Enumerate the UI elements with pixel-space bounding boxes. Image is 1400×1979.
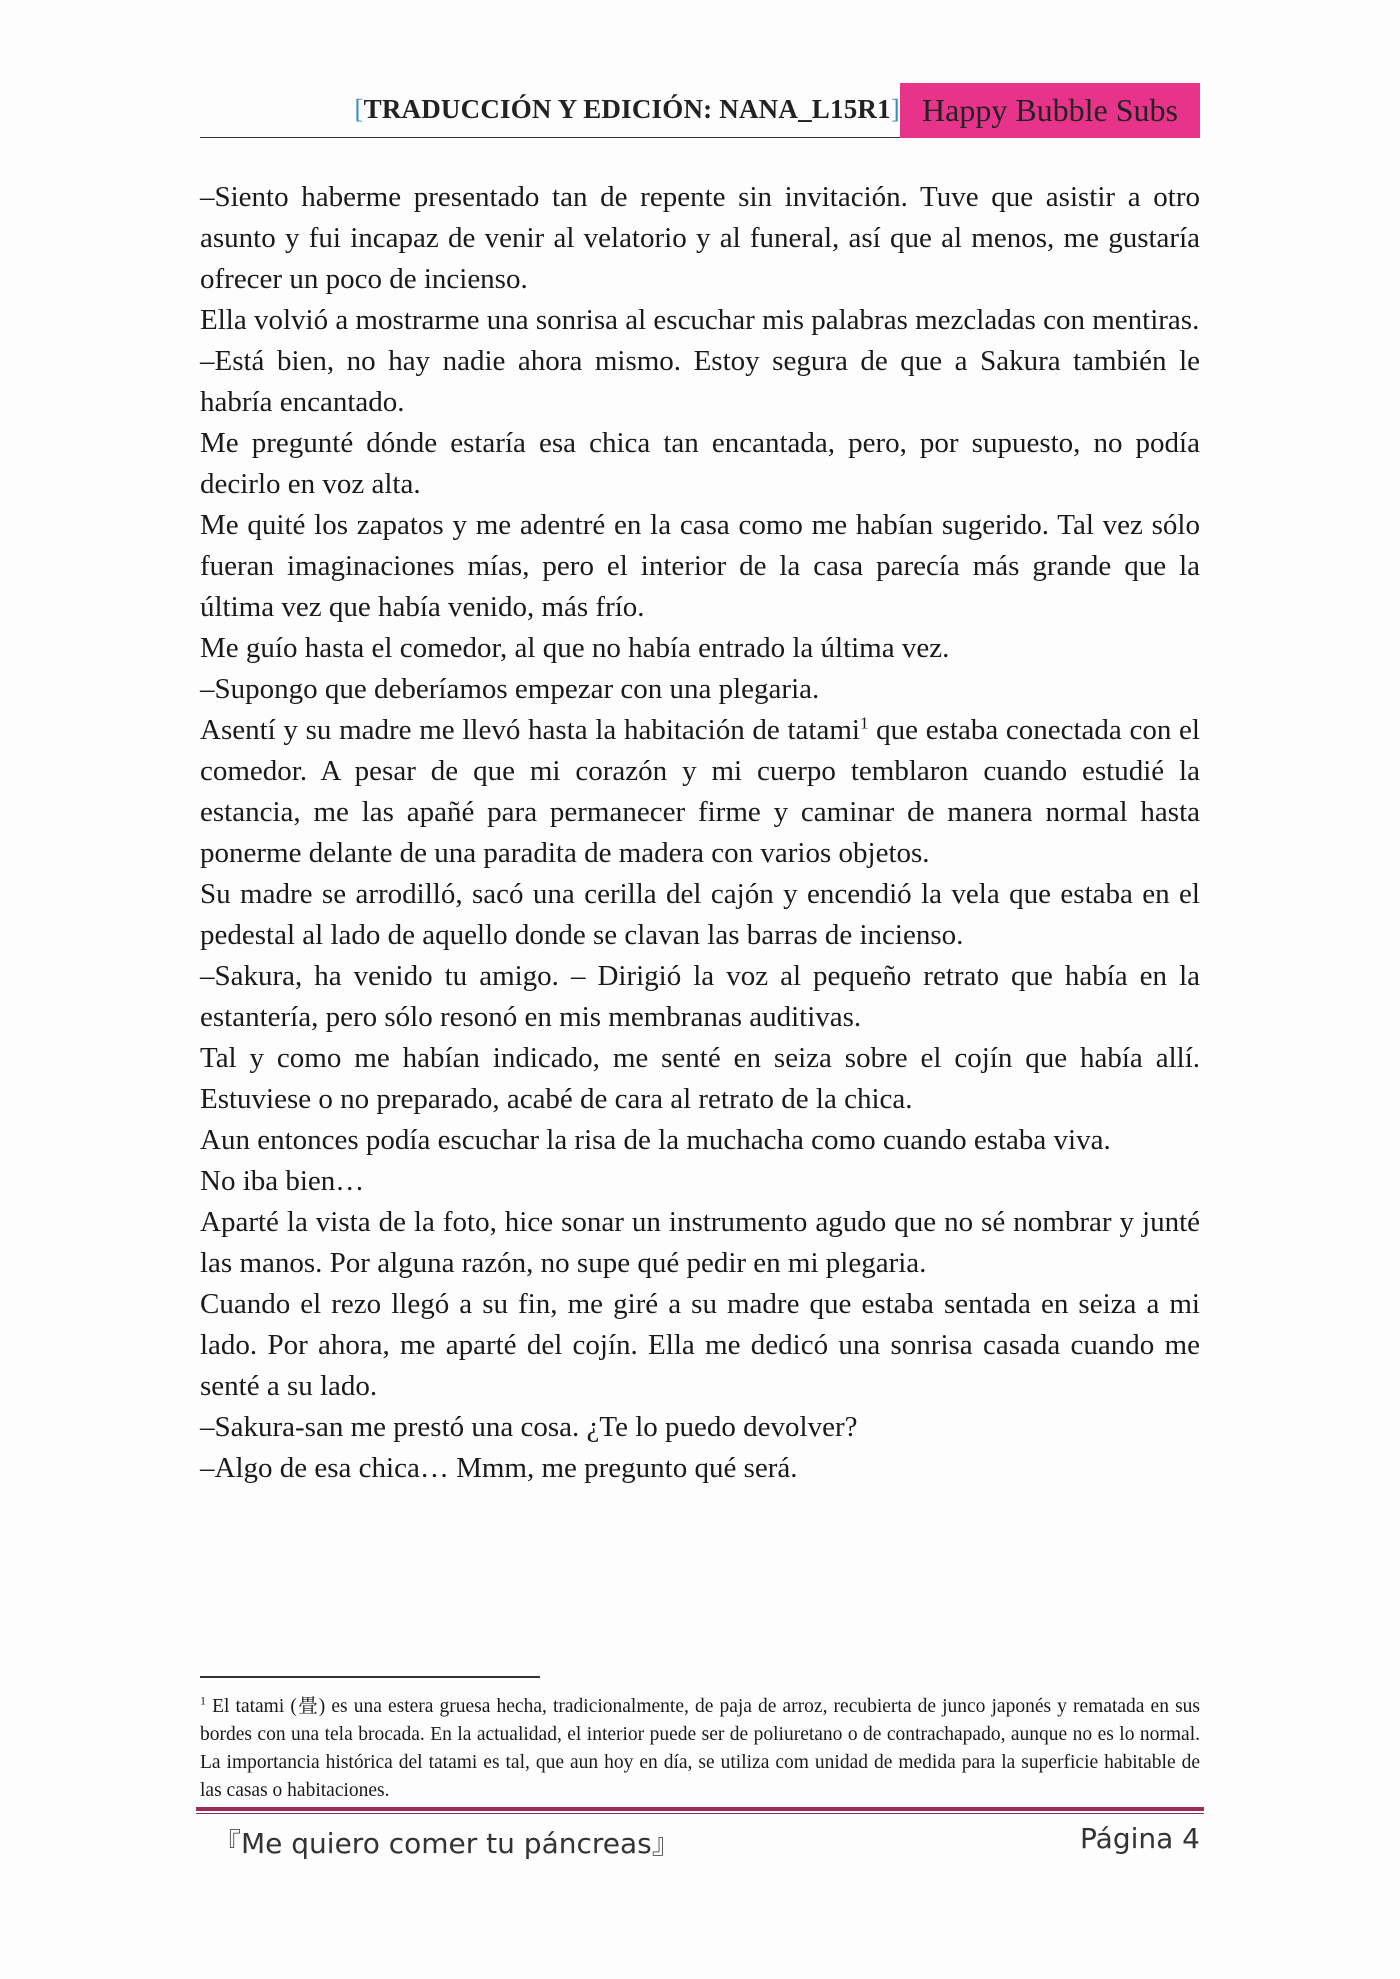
paragraph: No iba bien… <box>200 1165 365 1197</box>
paragraph-with-footnote <box>200 710 1200 874</box>
paragraph: Me guío hasta el comedor, al que no había entrado la última vez. <box>200 632 950 664</box>
paragraph: Aparté la vista de la foto, hice sonar un instrumento agudo que no sé nombrar y junté las manos. Por alguna razón, no supe qué pedir en mi plegaria. <box>200 1206 1200 1279</box>
paragraph: Tal y como me habían indicado, me senté en seiza sobre el cojín que había allí. Estuviese o no preparado, acabé de cara al retrato de la chica. <box>200 1042 1200 1115</box>
paragraph: Ella volvió a mostrarme una sonrisa al escuchar mis palabras mezcladas con mentiras. <box>200 304 1200 336</box>
translation-credit <box>354 94 900 125</box>
footer-divider-thick <box>196 1807 1204 1811</box>
page-number: Página 4 <box>1080 1822 1200 1855</box>
book-title: 『Me quiero comer tu páncreas』 <box>213 1827 680 1860</box>
paragraph: –Sakura, ha venido tu amigo. – Dirigió la voz al pequeño retrato que había en la estantería, pero sólo resonó en mis membranas auditivas. <box>200 960 1200 1033</box>
bracket-close: ] <box>890 94 900 124</box>
paragraph: Cuando el rezo llegó a su fin, me giré a su madre que estaba sentada en seiza a mi lado. Por ahora, me aparté del cojín. Ella me dedicó una sonrisa casada cuando me senté a su lado. <box>200 1288 1200 1402</box>
group-badge: Happy Bubble Subs <box>900 83 1200 138</box>
paragraph: Me pregunté dónde estaría esa chica tan encantada, pero, por supuesto, no podía decirlo en voz alta. <box>200 427 1200 500</box>
paragraph: –Siento haberme presentado tan de repente sin invitación. Tuve que asistir a otro asunto y fui incapaz de venir al velatorio y al funeral, así que al menos, me gustaría ofrecer un poco de incienso. <box>200 181 1200 295</box>
paragraph-text: Asentí y su madre me llevó hasta la habitación de tatami <box>200 714 860 746</box>
paragraph: –Supongo que deberíamos empezar con una plegaria. <box>200 673 820 705</box>
main-text <box>200 177 1200 1489</box>
paragraph: –Sakura-san me prestó una cosa. ¿Te lo puedo devolver? <box>200 1411 858 1443</box>
paragraph-text: que estaba conectada con el comedor. A pesar de que mi corazón y mi cuerpo temblaron cuando estudié la estancia, me las apañé para permanecer firme y caminar de manera normal hasta ponerme delante de una paradita de madera con varios objetos. <box>200 714 1200 869</box>
footer-divider-thin <box>196 1813 1204 1814</box>
footnote <box>200 1693 1200 1805</box>
footnote-reference[interactable]: 1 <box>859 713 869 733</box>
bracket-open: [ <box>354 94 364 124</box>
paragraph: Me quité los zapatos y me adentré en la casa como me habían sugerido. Tal vez sólo fueran imaginaciones mías, pero el interior de la casa parecía más grande que la última vez que había venido, más frío. <box>200 509 1200 623</box>
paragraph: Su madre se arrodilló, sacó una cerilla del cajón y encendió la vela que estaba en el pedestal al lado de aquello donde se clavan las barras de incienso. <box>200 878 1200 951</box>
footnote-text: El tatami (畳) es una estera gruesa hecha, tradicionalmente, de paja de arroz, recubierta de junco japonés y rematada en sus bordes con una tela brocada. En la actualidad, el interior puede ser de poliuretano o de contrachapado, aunque no es lo normal. La importancia histórica del tatami es tal, que aun hoy en día, se utiliza com unidad de medida para la superficie habitable de las casas o habitaciones. <box>200 1696 1200 1801</box>
header-divider <box>200 137 900 139</box>
paragraph: Aun entonces podía escuchar la risa de la muchacha como cuando estaba viva. <box>200 1124 1111 1156</box>
page-header <box>200 83 1200 138</box>
footnote-divider <box>200 1676 540 1678</box>
translation-credit-text: TRADUCCIÓN Y EDICIÓN: NANA_L15R1 <box>363 94 891 124</box>
paragraph: –Está bien, no hay nadie ahora mismo. Estoy segura de que a Sakura también le habría encantado. <box>200 345 1200 418</box>
paragraph: –Algo de esa chica… Mmm, me pregunto qué será. <box>200 1452 798 1484</box>
footnote-number: 1 <box>200 1693 206 1708</box>
